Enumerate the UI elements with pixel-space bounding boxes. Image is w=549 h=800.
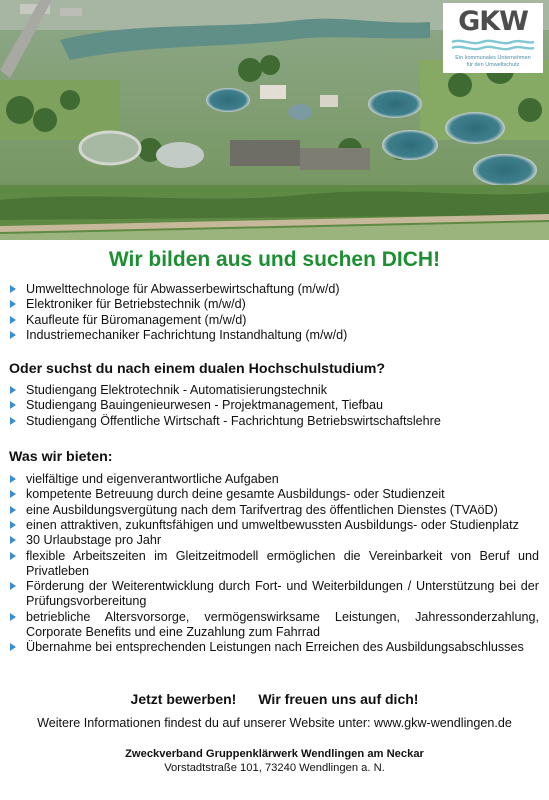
call-to-action — [0, 690, 549, 708]
dual-study-list — [0, 383, 549, 429]
list-item: Förderung der Weiterentwicklung durch Fort- und Weiterbildungen / Unterstützung bei der Prüfungsvorbereitung — [0, 579, 549, 610]
looking-forward-text: Wir freuen uns auf dich! — [258, 690, 419, 707]
list-item: 30 Urlaubstage pro Jahr — [0, 533, 549, 548]
bullet-triangle-icon — [10, 490, 16, 498]
bullet-triangle-icon — [10, 582, 16, 590]
bullet-triangle-icon — [10, 300, 16, 308]
bullet-triangle-icon — [10, 401, 16, 409]
benefits-list — [0, 472, 549, 656]
logo-tagline-line1: Ein kommunales Unternehmen — [455, 55, 531, 61]
list-item: einen attraktiven, zukunftsfähigen und umweltbewussten Ausbildungs- oder Studienplatz — [0, 518, 549, 533]
dual-study-heading: Oder suchst du nach einem dualen Hochschulstudium? — [9, 361, 386, 378]
list-item: Studiengang Öffentliche Wirtschaft - Fachrichtung Betriebswirtschaftslehre — [0, 414, 549, 429]
bullet-triangle-icon — [10, 552, 16, 560]
list-item: Studiengang Elektrotechnik - Automatisierungstechnik — [0, 383, 549, 398]
bullet-triangle-icon — [10, 285, 16, 293]
benefits-heading: Was wir bieten: — [9, 449, 113, 466]
list-item: Kaufleute für Büromanagement (m/w/d) — [0, 313, 549, 328]
bullet-triangle-icon — [10, 417, 16, 425]
bullet-triangle-icon — [10, 536, 16, 544]
apprenticeship-list — [0, 282, 549, 343]
apply-now-text: Jetzt bewerben! — [130, 690, 237, 707]
bullet-triangle-icon — [10, 316, 16, 324]
bullet-triangle-icon — [10, 386, 16, 394]
organization-name: Zweckverband Gruppenklärwerk Wendlingen am Neckar — [125, 747, 424, 760]
list-item: flexible Arbeitszeiten im Gleitzeitmodell ermöglichen die Vereinbarkeit von Beruf und Privatleben — [0, 549, 549, 580]
organization-address: Vorstadtstraße 101, 73240 Wendlingen a. N. — [164, 761, 385, 774]
logo-waves-icon — [450, 38, 536, 54]
list-item: kompetente Betreuung durch deine gesamte Ausbildungs- oder Studienzeit — [0, 487, 549, 502]
bullet-triangle-icon — [10, 475, 16, 483]
bullet-triangle-icon — [10, 643, 16, 651]
list-item: Industriemechaniker Fachrichtung Instandhaltung (m/w/d) — [0, 328, 549, 343]
bullet-triangle-icon — [10, 506, 16, 514]
website-info: Weitere Informationen findest du auf unserer Website unter: www.gkw-wendlingen.de — [37, 715, 512, 730]
bullet-triangle-icon — [10, 613, 16, 621]
list-item: Elektroniker für Betriebstechnik (m/w/d) — [0, 297, 549, 312]
list-item: Studiengang Bauingenieurwesen - Projektmanagement, Tiefbau — [0, 398, 549, 413]
list-item: vielfältige und eigenverantwortliche Aufgaben — [0, 472, 549, 487]
list-item: betriebliche Altersvorsorge, vermögenswirksame Leistungen, Jahressonderzahlung, Corporate Benefits und eine Zuzahlung zum Fahrrad — [0, 610, 549, 641]
list-item: Umwelttechnologe für Abwasserbewirtschaftung (m/w/d) — [0, 282, 549, 297]
list-item: Übernahme bei entsprechenden Leistungen nach Erreichen des Ausbildungsabschlusses — [0, 640, 549, 655]
page-title: Wir bilden aus und suchen DICH! — [108, 248, 441, 271]
bullet-triangle-icon — [10, 521, 16, 529]
list-item: eine Ausbildungsvergütung nach dem Tarifvertrag des öffentlichen Dienstes (TVAöD) — [0, 503, 549, 518]
job-ad-content — [0, 240, 549, 775]
bullet-triangle-icon — [10, 331, 16, 339]
gkw-logo — [443, 3, 543, 73]
logo-wordmark: GKW — [458, 6, 528, 37]
logo-tagline-line2: für den Umweltschutz — [466, 61, 520, 68]
